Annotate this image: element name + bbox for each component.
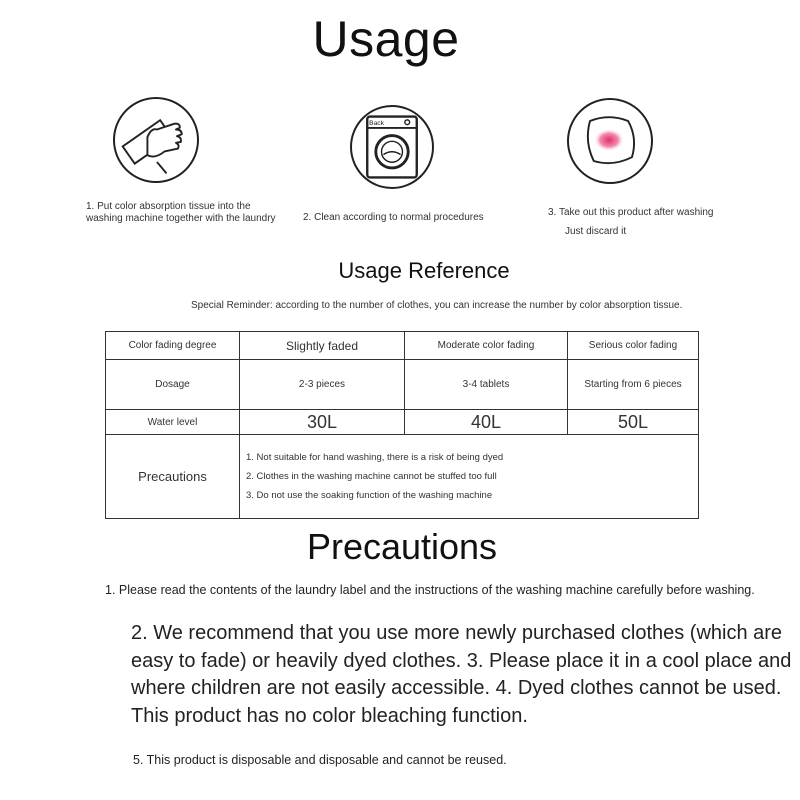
water-level-value: 50L [568,410,699,435]
step-3-subtext: Just discard it [565,226,627,237]
precaution-paragraph-5: 5. This product is disposable and disposable and cannot be reused. [133,753,507,767]
table-row [106,332,699,360]
water-level-value: 40L [405,410,568,435]
dosage-value: 3-4 tablets [405,360,568,410]
water-level-value: 30L [240,410,405,435]
header-cell: Moderate color fading [405,332,568,360]
usage-title: Usage [312,11,460,67]
precaution-paragraph-2: 2. We recommend that you use more newly purchased clothes (which are easy to fade) or heavily dyed clothes. 3. Please place it in a cool place and where children are not easily accessible. 4. Dyed clothes cannot be used. This product has no color bleaching function. [131,622,792,727]
precautions-list [240,435,699,519]
precautions-label: Precautions [106,435,240,519]
precaution-paragraph-1: 1. Please read the contents of the laundry label and the instructions of the washing machine carefully before washing. [105,583,755,597]
table-row [106,410,699,435]
list-item: 2. Clothes in the washing machine cannot be stuffed too full [246,471,497,482]
usage-reference-title: Usage Reference [338,258,510,283]
dosage-label: Dosage [106,360,240,410]
step-3-text: 3. Take out this product after washing [548,207,714,218]
dosage-value: Starting from 6 pieces [568,360,699,410]
special-reminder: Special Reminder: according to the number of clothes, you can increase the number by color absorption tissue. [191,300,683,311]
table-row [106,435,699,519]
machine-label: Back [369,120,384,128]
table-row [106,360,699,410]
dosage-value: 2-3 pieces [240,360,405,410]
header-cell: Color fading degree [106,332,240,360]
header-cell: Slightly faded [240,332,405,360]
water-level-label: Water level [106,410,240,435]
stained-tissue-icon [567,98,653,184]
washing-machine-icon [350,105,434,189]
precautions-title: Precautions [306,526,498,567]
step-1-text: 1. Put color absorption tissue into the washing machine together with the laundry [86,201,276,224]
step-2-text: 2. Clean according to normal procedures [303,212,484,223]
header-cell: Serious color fading [568,332,699,360]
list-item: 3. Do not use the soaking function of the washing machine [246,490,493,501]
list-item: 1. Not suitable for hand washing, there is a risk of being dyed [246,452,504,463]
usage-reference-table [105,331,699,519]
hand-with-tissue-icon [113,97,199,183]
